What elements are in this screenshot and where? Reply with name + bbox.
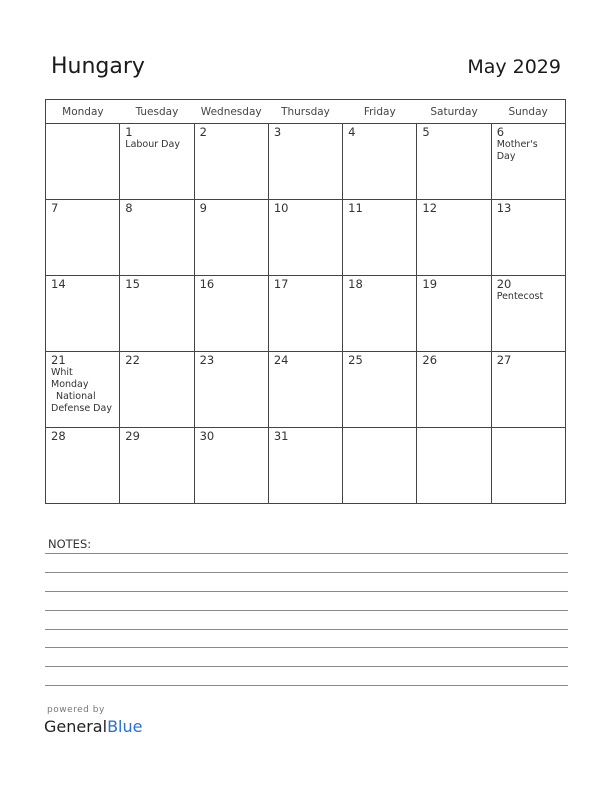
- day-number: 14: [51, 277, 66, 291]
- holiday-label: Day: [496, 151, 516, 162]
- day-number: 2: [199, 125, 207, 139]
- week-row: [46, 276, 566, 352]
- day-cell: [46, 428, 120, 504]
- day-number: 3: [273, 125, 282, 139]
- holiday-label: Whit: [51, 367, 73, 378]
- day-number: 29: [125, 429, 140, 443]
- weekday-header: Monday: [46, 100, 120, 124]
- day-cell: [491, 352, 565, 428]
- day-cell: [46, 276, 120, 352]
- weekday-header: Friday: [343, 100, 417, 124]
- notes-line: [45, 647, 568, 648]
- day-number: 25: [348, 353, 363, 367]
- day-number: 27: [496, 353, 512, 367]
- generalblue-logo: [44, 717, 142, 736]
- day-cell: [46, 352, 120, 428]
- day-cell: [343, 352, 417, 428]
- weekday-header: Thursday: [268, 100, 342, 124]
- day-cell: [194, 352, 268, 428]
- holiday-label: Monday: [51, 379, 89, 390]
- holiday-label: National: [56, 391, 96, 402]
- day-number: 31: [273, 429, 289, 443]
- notes-line: [45, 591, 568, 592]
- weekday-header: Wednesday: [194, 100, 268, 124]
- day-number: 23: [199, 353, 215, 367]
- week-row: [46, 200, 566, 276]
- month-year-title: May 2029: [467, 56, 561, 78]
- weekday-header: Sunday: [491, 100, 565, 124]
- day-cell: [343, 124, 417, 200]
- notes-label: NOTES:: [48, 537, 92, 551]
- day-number: 20: [496, 277, 512, 291]
- day-cell: [46, 200, 120, 276]
- week-row: [46, 124, 566, 200]
- day-cell: [268, 124, 342, 200]
- day-number: 8: [125, 201, 133, 215]
- holiday-label: Defense Day: [51, 403, 112, 414]
- day-number: 7: [51, 201, 59, 215]
- day-cell: [120, 428, 194, 504]
- calendar-grid: [45, 99, 566, 504]
- notes-line: [45, 553, 568, 554]
- holiday-label: Labour Day: [125, 139, 180, 150]
- day-cell: [194, 124, 268, 200]
- weekday-header: Saturday: [417, 100, 491, 124]
- day-number: 21: [51, 353, 66, 367]
- notes-line: [45, 666, 568, 667]
- day-cell: [194, 428, 268, 504]
- notes-line: [45, 629, 568, 630]
- day-number: 28: [51, 429, 66, 443]
- day-cell: [268, 276, 342, 352]
- notes-line: [45, 572, 568, 573]
- weekday-header: Tuesday: [120, 100, 194, 124]
- day-number: 19: [422, 277, 438, 291]
- week-row: [46, 428, 566, 504]
- day-cell: [417, 200, 491, 276]
- holiday-label: Pentecost: [496, 291, 544, 302]
- day-number: 24: [273, 353, 289, 367]
- day-number: 30: [199, 429, 215, 443]
- day-number: 5: [422, 125, 430, 139]
- day-cell: [417, 124, 491, 200]
- day-number: 18: [348, 277, 363, 291]
- day-cell: [491, 276, 565, 352]
- brand-blue: Blue: [107, 717, 143, 736]
- day-cell: [194, 200, 268, 276]
- day-number: 10: [273, 201, 289, 215]
- day-cell: [120, 352, 194, 428]
- powered-by-text: powered by: [47, 705, 105, 715]
- day-cell: [417, 276, 491, 352]
- day-number: 1: [125, 125, 133, 139]
- day-cell: [120, 200, 194, 276]
- day-cell: [194, 276, 268, 352]
- day-cell: [343, 428, 417, 504]
- day-cell: [491, 428, 565, 504]
- day-cell: [417, 428, 491, 504]
- day-number: 22: [125, 353, 140, 367]
- holiday-label: Mother's: [496, 139, 538, 150]
- day-number: 26: [422, 353, 438, 367]
- day-cell: [343, 276, 417, 352]
- day-cell: [268, 352, 342, 428]
- day-cell: [268, 200, 342, 276]
- day-cell: [120, 276, 194, 352]
- day-number: 15: [125, 277, 140, 291]
- week-row: [46, 352, 566, 428]
- day-cell: [491, 124, 565, 200]
- weekday-header-row: [46, 100, 566, 124]
- country-title: Hungary: [51, 54, 145, 79]
- day-number: 4: [348, 125, 356, 139]
- day-cell: [46, 124, 120, 200]
- brand-general: General: [44, 717, 108, 736]
- day-number: 11: [348, 201, 363, 215]
- day-number: 6: [496, 125, 505, 139]
- day-cell: [268, 428, 342, 504]
- day-number: 17: [273, 277, 289, 291]
- day-number: 16: [199, 277, 215, 291]
- day-number: 9: [199, 201, 207, 215]
- day-number: 13: [496, 201, 512, 215]
- day-cell: [417, 352, 491, 428]
- day-cell: [120, 124, 194, 200]
- notes-line: [45, 610, 568, 611]
- notes-line: [45, 685, 568, 686]
- day-number: 12: [422, 201, 438, 215]
- day-cell: [343, 200, 417, 276]
- day-cell: [491, 200, 565, 276]
